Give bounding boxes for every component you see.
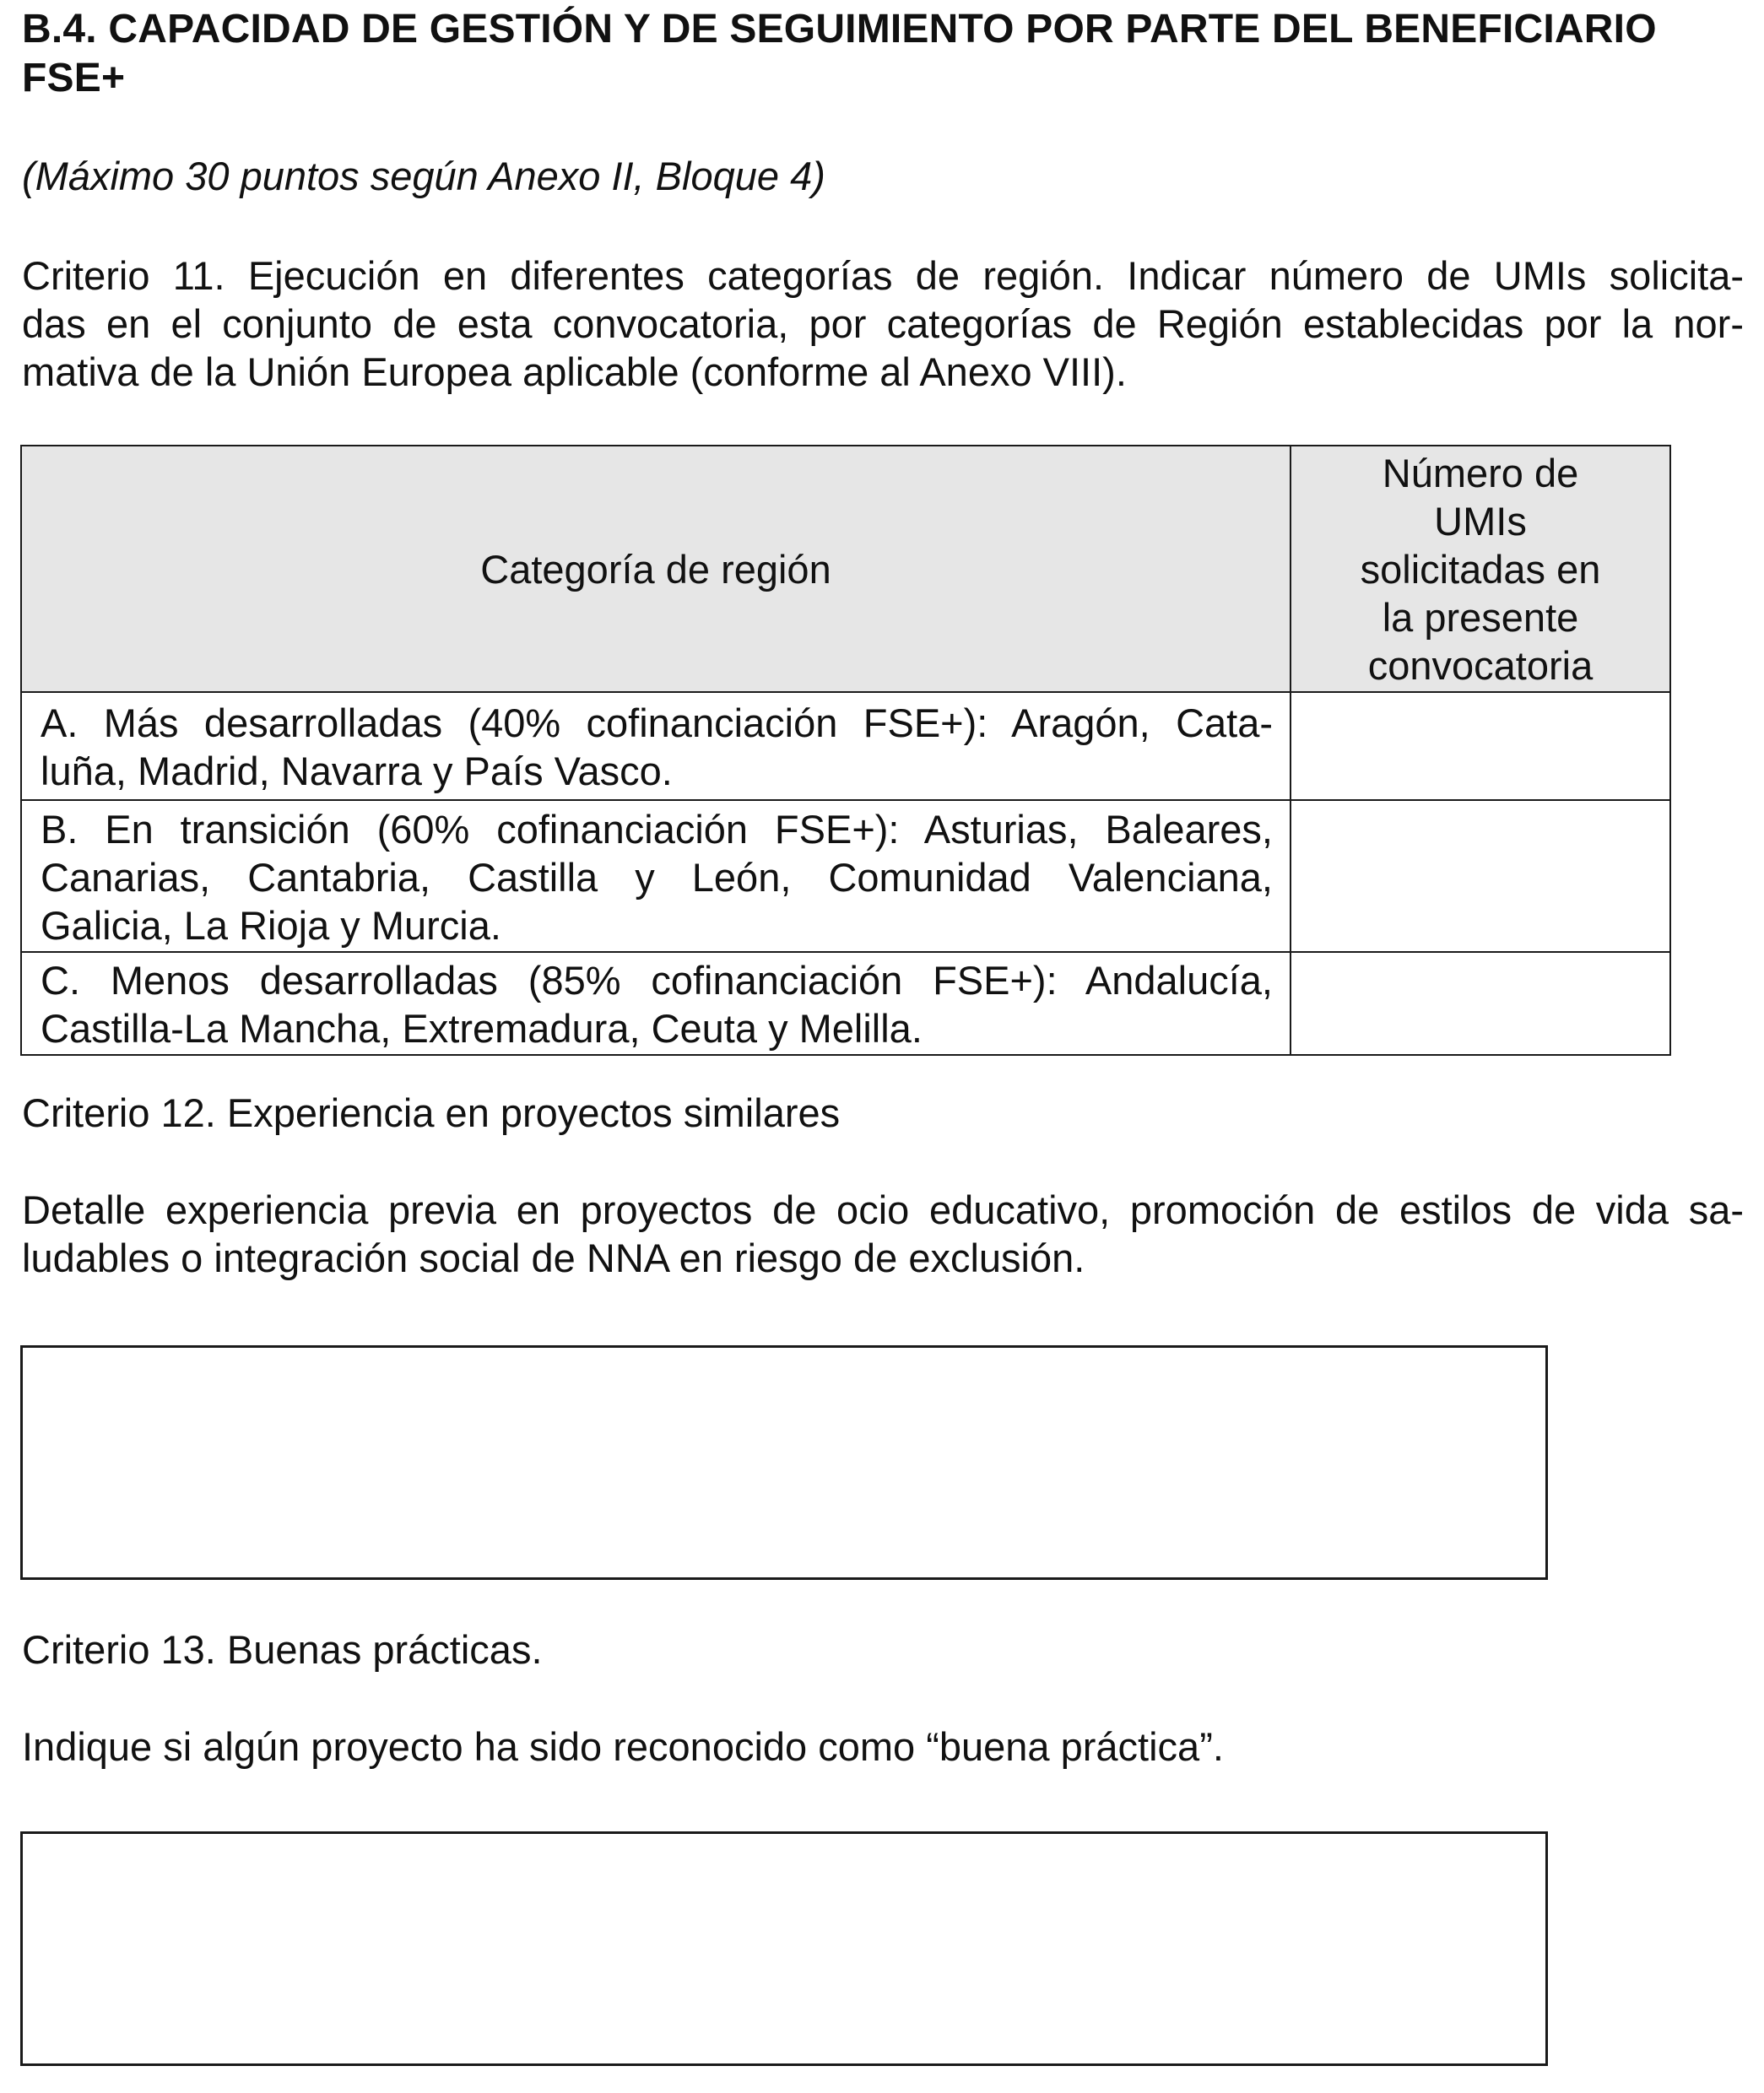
category-b-line-2: Canarias, Cantabria, Castilla y León, Comunidad Valenciana, bbox=[41, 854, 1273, 900]
section-title-line-1: B.4. CAPACIDAD DE GESTIÓN Y DE SEGUIMIENTO POR PARTE DEL BENEFICIARIO bbox=[22, 7, 1657, 51]
criterio-13-description: Indique si algún proyecto ha sido reconocido como “buena práctica”. bbox=[22, 1724, 1224, 1769]
header-number-line-1: Número de bbox=[1382, 450, 1579, 495]
umi-input-c[interactable] bbox=[1291, 952, 1670, 1055]
header-number bbox=[1291, 446, 1670, 692]
section-title bbox=[22, 5, 1744, 103]
table-row bbox=[21, 800, 1670, 952]
header-number-line-3: solicitadas en bbox=[1360, 546, 1601, 592]
category-a-line-1: A. Más desarrolladas (40% cofinanciación FSE+): Aragón, Cata- bbox=[41, 700, 1273, 745]
criterio-12-answer-box[interactable] bbox=[20, 1345, 1548, 1580]
table-row bbox=[21, 692, 1670, 800]
category-b-line-1: B. En transición (60% cofinanciación FSE+): Asturias, Baleares, bbox=[41, 806, 1273, 852]
section-title-line-2: FSE+ bbox=[22, 56, 126, 100]
criterio-12-description bbox=[22, 1186, 1744, 1282]
criterio-13-answer-box[interactable] bbox=[20, 1831, 1548, 2066]
region-category-table bbox=[20, 445, 1671, 1056]
table-row bbox=[21, 952, 1670, 1055]
criterio-11-text bbox=[22, 251, 1744, 396]
header-category-label: Categoría de región bbox=[480, 546, 831, 592]
umi-input-a[interactable] bbox=[1291, 692, 1670, 800]
criterio-12-title: Criterio 12. Experiencia en proyectos similares bbox=[22, 1090, 841, 1135]
header-number-line-5: convocatoria bbox=[1367, 642, 1594, 688]
category-a-line-2: luña, Madrid, Navarra y País Vasco. bbox=[41, 749, 673, 793]
header-number-label bbox=[1337, 449, 1624, 690]
category-c-line-1: C. Menos desarrolladas (85% cofinanciación FSE+): Andalucía, bbox=[41, 958, 1273, 1003]
criterio-12-line-1: Detalle experiencia previa en proyectos de ocio educativo, promoción de estilos de vida sa- bbox=[22, 1187, 1744, 1232]
category-cell-b bbox=[21, 800, 1291, 952]
criterio-13-title: Criterio 13. Buenas prácticas. bbox=[22, 1627, 543, 1672]
header-category bbox=[21, 446, 1291, 692]
category-c-line-2: Castilla-La Mancha, Extremadura, Ceuta y Melilla. bbox=[41, 1006, 923, 1051]
umi-input-b[interactable] bbox=[1291, 800, 1670, 952]
table-header-row bbox=[21, 446, 1670, 692]
criterio-12-line-2: ludables o integración social de NNA en riesgo de exclusión. bbox=[22, 1236, 1085, 1280]
header-number-line-4: la presente bbox=[1382, 594, 1579, 640]
category-cell-c bbox=[21, 952, 1291, 1055]
category-cell-a bbox=[21, 692, 1291, 800]
criterio-11-line-1: Criterio 11. Ejecución en diferentes categorías de región. Indicar número de UMIs solicita- bbox=[22, 253, 1744, 298]
criterio-11-line-2: das en el conjunto de esta convocatoria, por categorías de Región establecidas por la nor- bbox=[22, 301, 1744, 346]
criterio-11-line-3: mativa de la Unión Europea aplicable (conforme al Anexo VIII). bbox=[22, 349, 1127, 394]
category-b-line-3: Galicia, La Rioja y Murcia. bbox=[41, 902, 501, 948]
max-points-note: (Máximo 30 puntos según Anexo II, Bloque 4) bbox=[22, 154, 825, 198]
header-number-line-2: UMIs bbox=[1434, 498, 1527, 544]
